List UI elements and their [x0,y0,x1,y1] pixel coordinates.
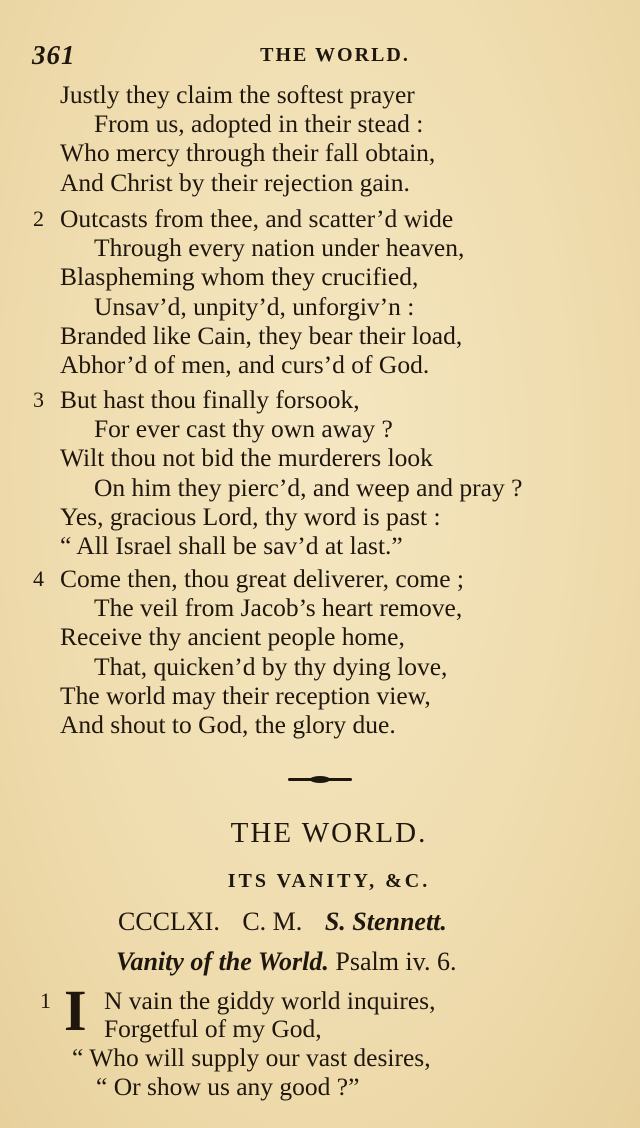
verse-line: From us, adopted in their stead : [94,109,424,139]
scripture-reference: Psalm iv. 6. [335,947,457,976]
verse-line: Come then, thou great deliverer, come ; [60,564,465,593]
section-title: THE WORLD. [230,817,428,849]
hymn-meter: C. M. [242,907,303,936]
page-number: 361 [32,40,76,70]
stanza-number: 4 [33,566,44,591]
verse-line: But hast thou finally forsook, [60,385,360,414]
verse-line: Who mercy through their fall obtain, [60,138,436,168]
verse-line: N vain the giddy world inquires, [104,986,436,1015]
verse-line: The veil from Jacob’s heart remove, [94,593,463,623]
verse-line: Receive thy ancient people home, [60,622,405,652]
stanza-number: 2 [33,206,44,231]
verse-line: Unsav’d, unpity’d, unforgiv’n : [94,291,415,321]
section-subtitle: ITS VANITY, &C. [227,870,431,892]
verse-line: On him they pierc’d, and weep and pray ? [94,472,523,502]
hymn-heading [118,907,447,937]
verse-line: Wilt thou not bid the murderers look [60,443,433,473]
verse-line: And shout to God, the glory due. [60,710,396,739]
verse-line: For ever cast thy own away ? [94,414,393,444]
drop-cap: I [64,978,87,1043]
hymn-theme: Vanity of the World. [116,947,329,976]
verse-line: Outcasts from thee, and scatter’d wide [60,204,454,233]
verse-line: Forgetful of my God, [104,1014,322,1043]
stanza-number: 1 [40,988,51,1013]
verse-line: Branded like Cain, they bear their load, [60,320,463,350]
verse-line: “ All Israel shall be sav’d at last.” [60,531,403,560]
verse-line: Blaspheming whom they crucified, [60,262,419,292]
verse-line: Justly they claim the softest prayer [60,80,415,109]
stanza-number: 3 [33,387,44,412]
verse-line: And Christ by their rejection gain. [60,167,410,197]
verse-line: “ Who will supply our vast desires, [72,1043,431,1072]
verse-line: That, quicken’d by thy dying love, [94,651,448,681]
verse-line: Abhor’d of men, and curs’d of God. [60,350,430,379]
verse-line: Yes, gracious Lord, thy word is past : [60,501,441,531]
hymn-author: S. Stennett. [324,907,447,936]
verse-line: “ Or show us any good ?” [96,1072,360,1101]
verse-line: Through every nation under heaven, [94,233,465,263]
section-divider [288,778,352,781]
verse-line: The world may their reception view, [60,680,431,710]
hymn-number: CCCLXI. [118,907,220,936]
hymn-theme-line [116,947,456,977]
running-title: THE WORLD. [260,44,410,66]
